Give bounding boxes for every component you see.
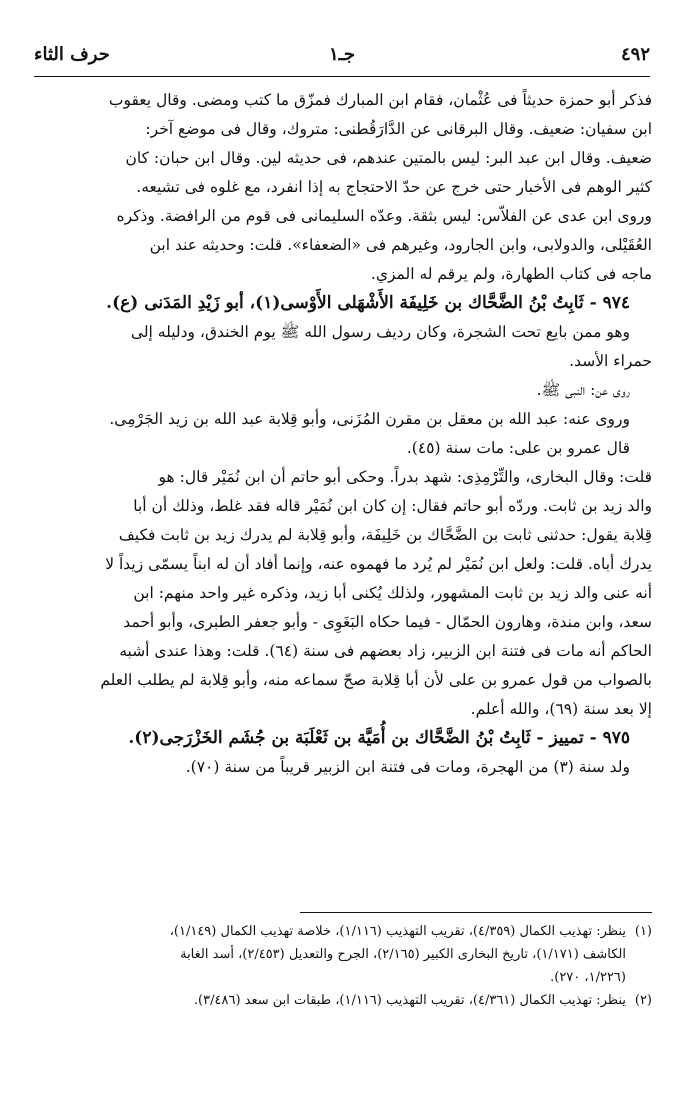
- text-line: ماجه فى كتاب الطهارة، ولم يرقم له المزي.: [370, 265, 652, 283]
- main-text: [36, 86, 652, 782]
- text-line: ابن سفيان: ضعيف. وقال البرقانى عن الدَّارَقُطنى: متروك، وقال فى موضع آخر:: [145, 120, 652, 138]
- death-date: قال عمرو بن على: مات سنة (٤٥).: [406, 439, 630, 457]
- narrated-from: روى عن: النبى ﷺ.: [536, 381, 630, 399]
- footnote-text: ينظر: تهذيب الكمال (٤/٣٥٩)، تقريب التهذيب (١/١١٦)، خلاصة تهذيب الكمال (١/١٤٩)،: [169, 924, 626, 939]
- footnote-text: الكاشف (١/١٧١)، تاريخ البخارى الكبير (٢/١٦٥)، الجرح والتعديل (٢/٤٥٣)، أسد الغابة: [180, 947, 626, 962]
- text-line: كثير الوهم فى الأخبار حتى خرج عن حدّ الاحتجاج به إذا انفرد، مع غلوه فى تشيعه.: [136, 178, 652, 196]
- footnote-text: ينظر: تهذيب الكمال (٤/٣٦١)، تقريب التهذيب (١/١١٦)، طبقات ابن سعد (٣/٤٨٦).: [193, 993, 626, 1008]
- footnote-divider: [300, 912, 652, 913]
- text-line: قِلابة يقول: حدثنى ثابت بن الضَّحَّاك بن خَلِيفَة، وأبو قِلابة لم يدرك زيد بن ثابت فكيف: [118, 526, 652, 544]
- text-line: وروى ابن عدى عن الفلاّس: ليس بثقة. وعدّه السليمانى فى قوم من الرافضة. وذكره: [116, 207, 652, 225]
- running-header: [34, 38, 650, 76]
- text-line: الحاكم أنه مات فى فتنة ابن الزبير، زاد بعضهم فى سنة (٦٤). قلت: وهذا عندى أشبه: [119, 642, 652, 660]
- text-line: سعد، وابن مندة، وهارون الحمّال - فيما حكاه البَغَوِى - وأبو جعفر الطبرى، وأبو أحمد: [123, 613, 652, 631]
- footnote-marker: (١): [634, 924, 652, 939]
- volume-label: جـ١: [328, 44, 356, 65]
- text-line: حمراء الأسد.: [569, 352, 652, 370]
- text-line: إلا بعد سنة (٦٩)، والله أعلم.: [470, 700, 652, 718]
- footnotes: [36, 920, 652, 1012]
- entry-975-heading: ٩٧٥ - تمييز - ثَابِتُ بْنُ الضَّحَّاك بن أُمَيَّة بن ثَعْلَبَة بن جُشَم الخَزْرَجى(٢).: [128, 728, 630, 748]
- narrators-from-him: وروى عنه: عبد الله بن معقل بن مقرن المُزَنى، وأبو قِلابة عبد الله بن زيد الجَرْمِى.: [109, 410, 630, 428]
- text-line: العُقَيْلى، والدولابى، وابن الجارود، وغيرهم فى «الضعفاء». قلت: وحديثه عند ابن: [149, 236, 652, 254]
- text-line: ولد سنة (٣) من الهجرة، ومات فى فتنة ابن الزبير قريباً من سنة (٧٠).: [185, 758, 630, 776]
- entry-974-heading: ٩٧٤ - ثَابِتُ بْنُ الضَّحَّاك بن خَلِيفَة الأَشْهَلى الأَوْسى(١)، أبو زَيْدِ المَدَنى (ع).: [106, 293, 630, 313]
- header-divider: [34, 76, 650, 77]
- footnote-text: (١/٢٢٦، ٢٧٠).: [550, 970, 626, 985]
- text-line: يدرك أباه. قلت: ولعل ابن نُمَيْر لم يُرد ما فهموه عنه، وإنما أفاد أن له ابناً يسمّى زيداً لا: [105, 555, 652, 573]
- text-line: ضعيف. وقال ابن عبد البر: ليس بالمتين عندهم، فى حديثه لين. وقال ابن حبان: كان: [125, 149, 652, 167]
- text-line: بالصواب من قول عمرو بن على لأن أبا قِلابة صحّ سماعه منه، وأبو قِلابة لم يطلب العلم: [100, 671, 652, 689]
- text-line: قلت: وقال البخارى، والتِّرْمِذِى: شهد بدراً. وحكى أبو حاتم أن ابن نُمَيْر قال: هو: [158, 468, 652, 486]
- footnote-marker: (٢): [634, 993, 652, 1008]
- page-number: ٤٩٢: [620, 44, 650, 65]
- text-line: والد زيد بن ثابت. وردّه أبو حاتم فقال: إن كان ابن نُمَيْر قاله فقد غلط، وذلك أن أبا: [133, 497, 652, 515]
- footnote-1: [36, 920, 652, 943]
- text-line: وهو ممن بايع تحت الشجرة، وكان رديف رسول الله ﷺ يوم الخندق، ودليله إلى: [130, 323, 630, 341]
- text-line: أنه عنى والد زيد بن ثابت المشهور، ولذلك يُكنى أبا زيد، وذكره غير واحد منهم: ابن: [133, 584, 652, 602]
- footnote-2: [36, 989, 652, 1012]
- section-title: حرف الثاء: [34, 44, 110, 65]
- text-line: فذكر أبو حمزة حديثاً فى عُثْمان، فقام ابن المبارك فمزّق ما كتب ومضى. وقال يعقوب: [108, 91, 652, 109]
